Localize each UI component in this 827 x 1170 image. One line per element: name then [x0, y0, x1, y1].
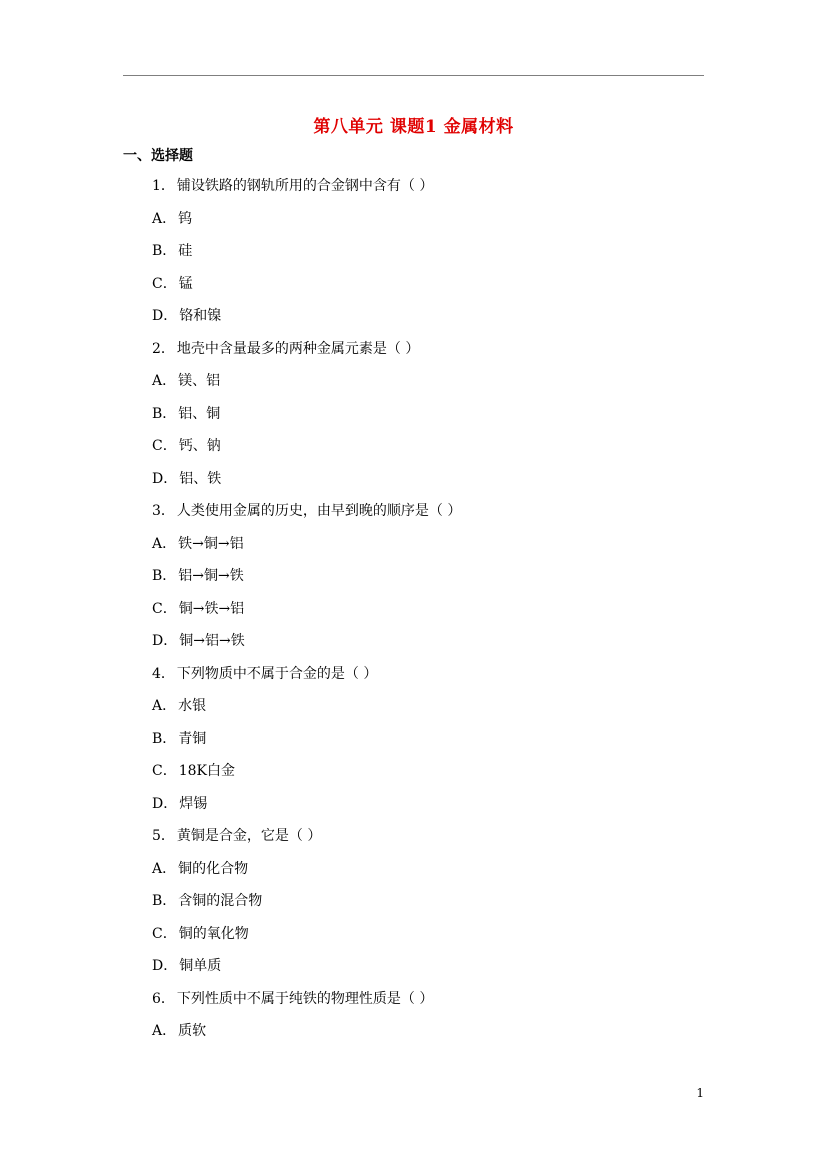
option-letter: B． [152, 568, 177, 584]
option-letter: A． [152, 860, 177, 877]
option-item [152, 241, 712, 274]
question-number: 5． [152, 828, 175, 844]
option-letter: C． [152, 600, 177, 617]
option-text: 铝、铜 [178, 405, 221, 422]
option-text: 锰 [178, 275, 193, 292]
question-text: 黄铜是合金，它是（ ） [176, 828, 322, 844]
question-stem [152, 339, 712, 372]
question-stem [152, 501, 712, 534]
option-item [152, 696, 712, 729]
option-letter: B． [152, 730, 177, 747]
option-text: 铜的氧化物 [178, 925, 249, 942]
option-letter: C． [152, 763, 177, 779]
option-item [152, 436, 712, 469]
option-item [152, 891, 712, 924]
option-text: 铝→铜→铁 [178, 568, 244, 584]
option-letter: D． [152, 470, 178, 487]
option-letter: A． [152, 698, 177, 714]
option-text: 铁→铜→铝 [178, 535, 244, 552]
question-number: 6． [152, 990, 175, 1007]
option-letter: A． [152, 373, 177, 389]
question-4 [152, 664, 712, 827]
option-item [152, 534, 712, 567]
option-item [152, 306, 712, 339]
question-6 [152, 989, 712, 1054]
option-letter: D． [152, 308, 178, 324]
question-text: 地壳中含量最多的两种金属元素是（ ） [176, 340, 420, 357]
option-letter: C． [152, 438, 177, 454]
option-letter: A． [152, 1023, 177, 1039]
option-letter: B． [152, 893, 177, 909]
page-title: 第八单元 课题1 金属材料 [313, 117, 514, 137]
option-item [152, 729, 712, 762]
option-text: 铝、铁 [179, 470, 222, 487]
question-3 [152, 501, 712, 664]
option-letter: D． [152, 958, 178, 974]
question-1 [152, 176, 712, 339]
option-text: 钙、钠 [178, 438, 221, 454]
option-item [152, 599, 712, 632]
option-letter: B． [152, 405, 177, 422]
question-number: 1． [152, 178, 175, 194]
question-number: 3． [152, 503, 175, 519]
option-letter: A． [152, 210, 177, 227]
option-item [152, 956, 712, 989]
option-text: 镁、铝 [178, 373, 221, 389]
option-letter: C． [152, 925, 177, 942]
option-letter: A． [152, 535, 177, 552]
option-text: 铬和镍 [179, 308, 222, 324]
question-5 [152, 826, 712, 989]
question-text: 人类使用金属的历史，由早到晚的顺序是（ ） [176, 503, 462, 519]
option-item [152, 209, 712, 242]
option-text: 质软 [178, 1023, 207, 1039]
option-item [152, 404, 712, 437]
section-heading: 一、选择题 [123, 148, 193, 164]
option-letter: D． [152, 795, 178, 812]
question-text: 下列性质中不属于纯铁的物理性质是（ ） [176, 990, 434, 1007]
option-item [152, 631, 712, 664]
option-item [152, 566, 712, 599]
option-item [152, 1021, 712, 1054]
option-text: 铜单质 [179, 958, 222, 974]
option-letter: B． [152, 243, 177, 259]
option-text: 含铜的混合物 [178, 893, 263, 909]
option-letter: C． [152, 275, 177, 292]
question-stem [152, 826, 712, 859]
question-number: 2． [152, 340, 175, 357]
question-number: 4． [152, 665, 175, 682]
option-item [152, 469, 712, 502]
option-item [152, 371, 712, 404]
question-stem [152, 664, 712, 697]
option-letter: D． [152, 633, 178, 649]
option-item [152, 859, 712, 892]
option-item [152, 761, 712, 794]
option-item [152, 274, 712, 307]
option-text: 18K白金 [178, 763, 235, 779]
option-item [152, 924, 712, 957]
question-2 [152, 339, 712, 502]
question-stem [152, 176, 712, 209]
question-text: 铺设铁路的钢轨所用的合金钢中含有（ ） [176, 178, 434, 194]
option-text: 铜→铁→铝 [178, 600, 245, 617]
option-text: 焊锡 [179, 795, 208, 812]
option-text: 钨 [178, 210, 193, 227]
option-text: 青铜 [178, 730, 207, 747]
question-list [152, 176, 712, 1054]
option-text: 铜→铝→铁 [179, 633, 245, 649]
option-text: 铜的化合物 [178, 860, 249, 877]
question-text: 下列物质中不属于合金的是（ ） [176, 665, 378, 682]
question-stem [152, 989, 712, 1022]
page-number: 1 [696, 1086, 704, 1100]
header-rule [123, 75, 704, 76]
option-text: 水银 [178, 698, 207, 714]
option-text: 硅 [178, 243, 193, 259]
option-item [152, 794, 712, 827]
